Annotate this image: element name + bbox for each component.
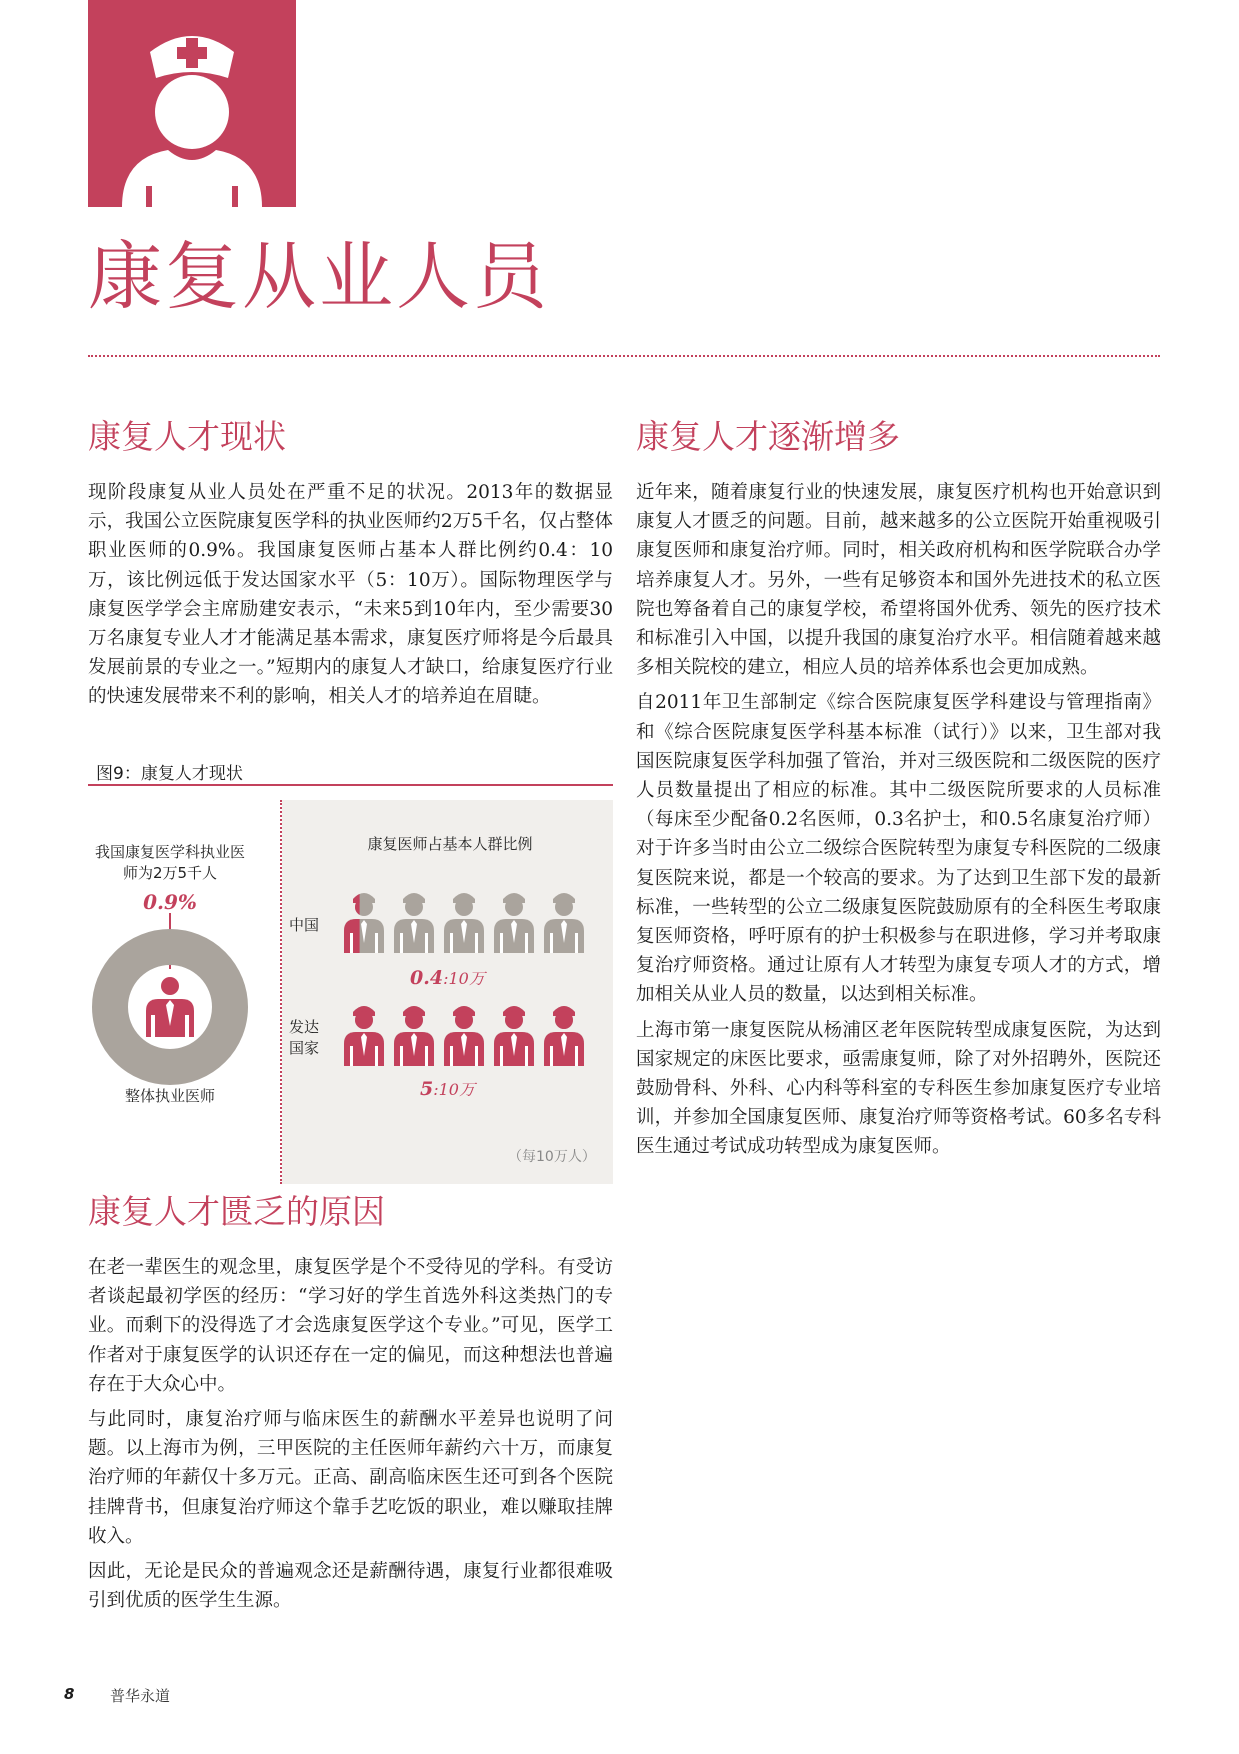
footer-brand: 普华永道: [110, 1687, 171, 1705]
pictogram-person: [394, 893, 434, 953]
section-body-reasons: [88, 1253, 613, 1621]
paragraph: 自2011年卫生部制定《综合医院康复医学科建设与管理指南》和《综合医院康复医学科基本标准（试行）》以来，卫生部对我国医院康复医学科加强了管治，并对三级医院和二级医院的医疗人员数量提出了相应的标准。其中二级医院所要求的人员标准（每床至少配备0.2名医师，0.3名护士，和0.5名康复治疗师）对于许多当时由公立二级综合医院转型为康复专科医院的二级康复医院来说，都是一个较高的要求。为了达到卫生部下发的最新标准，一些转型的公立二级康复医院鼓励原有的全科医生考取康复医师资格，呼吁原有的护士积极参与在职进修，学习并考取康复治疗师资格。通过让原有人才转型为康复专项人才的方式，增加相关从业人员的数量，以达到相关标准。: [636, 692, 1161, 1006]
pictogram-person: [494, 893, 534, 953]
pictogram-person: [444, 1006, 484, 1066]
donut-percent: 0.9%: [143, 890, 197, 914]
ratio-label-developed: 5:10万: [420, 1078, 475, 1100]
page-number: 8: [64, 1685, 75, 1703]
figure-right-panel: [282, 800, 613, 1184]
figure-rule: [88, 784, 613, 786]
section-heading-growth: 康复人才逐渐增多: [636, 417, 900, 456]
pictogram-person: [344, 893, 384, 953]
paragraph: 在老一辈医生的观念里，康复医学是个不受待见的学科。有受访者谈起最初学医的经历：“学习好的学生首选外科这类热门的专业。而剩下的没得选了才会选康复医学这个专业。”可见，医学工作者对于康复医学的认识还存在一定的偏见，而这种想法也普遍存在于大众心中。: [88, 1257, 613, 1395]
row-label-developed: 发达国家: [289, 1018, 320, 1057]
paragraph: 因此，无论是民众的普遍观念还是薪酬待遇，康复行业都很难吸引到优质的医学生生源。: [88, 1561, 613, 1612]
donut-caption: 我国康复医学科执业医师为2万5千人: [95, 843, 246, 882]
paragraph: 现阶段康复从业人员处在严重不足的状况。2013年的数据显示，我国公立医院康复医学科的执业医师约2万5千名，仅占整体职业医师的0.9%。我国康复医师占基本人群比例约0.4：10万，该比例远低于发达国家水平（5：10万）。国际物理医学与康复医学学会主席励建安表示，“未来5到10年内，至少需要30万名康复专业人才才能满足基本需求，康复医疗师将是今后最具发展前景的专业之一。”短期内的康复人才缺口，给康复医疗行业的快速发展带来不利的影响，相关人才的培养迫在眉睫。: [88, 482, 613, 708]
figure-label: 图9：康复人才现状: [96, 764, 243, 784]
section-body-status: [88, 478, 613, 718]
pictogram-person: [494, 1006, 534, 1066]
page-title: 康复从业人员: [88, 234, 550, 320]
pictogram-person: [344, 1006, 384, 1066]
ratio-label-china: 0.4:10万: [410, 967, 485, 989]
row-label-china: 中国: [289, 916, 320, 934]
section-heading-reasons: 康复人才匮乏的原因: [88, 1192, 385, 1231]
doctor-icon: [146, 977, 194, 1037]
figure-separator: [280, 800, 282, 1184]
section-heading-status: 康复人才现状: [88, 417, 286, 456]
nurse-icon: [88, 0, 296, 207]
paragraph: 与此同时，康复治疗师与临床医生的薪酬水平差异也说明了问题。以上海市为例，三甲医院的主任医师年薪约六十万，而康复治疗师的年薪仅十多万元。正高、副高临床医生还可到各个医院挂牌背书，但康复治疗师这个靠手艺吃饭的职业，难以赚取挂牌收入。: [88, 1409, 613, 1547]
pictogram-row-china: [342, 887, 592, 957]
pictogram-row-developed: [342, 1000, 592, 1070]
unit-note: （每10万人）: [508, 1149, 596, 1165]
paragraph: 近年来，随着康复行业的快速发展，康复医疗机构也开始意识到康复人才匮乏的问题。目前，越来越多的公立医院开始重视吸引康复医师和康复治疗师。同时，相关政府机构和医学院联合办学培养康复人才。另外，一些有足够资本和国外先进技术的私立医院也筹备着自己的康复学校，希望将国外优秀、领先的医疗技术和标准引入中国，以提升我国的康复治疗水平。相信随着越来越多相关院校的建立，相应人员的培养体系也会更加成熟。: [636, 482, 1161, 679]
header-icon-box: [88, 0, 296, 207]
pictogram-person: [544, 1006, 584, 1066]
donut-bottom-caption: 整体执业医师: [124, 1087, 215, 1105]
paragraph: 上海市第一康复医院从杨浦区老年医院转型成康复医院，为达到国家规定的床医比要求，亟需康复师，除了对外招聘外，医院还鼓励骨科、外科、心内科等科室的专科医生参加康复医疗专业培训，并参加全国康复医师、康复治疗师等资格考试。60多名专科医生通过考试成功转型成为康复医师。: [636, 1019, 1161, 1158]
donut-chart: [88, 905, 252, 1105]
section-body-growth: [636, 478, 1161, 1168]
pictogram-person: [544, 893, 584, 953]
title-divider: [88, 355, 1160, 357]
pictogram-person: [394, 1006, 434, 1066]
pictogram-title: 康复医师占基本人群比例: [367, 835, 533, 853]
pictogram-person: [444, 893, 484, 953]
